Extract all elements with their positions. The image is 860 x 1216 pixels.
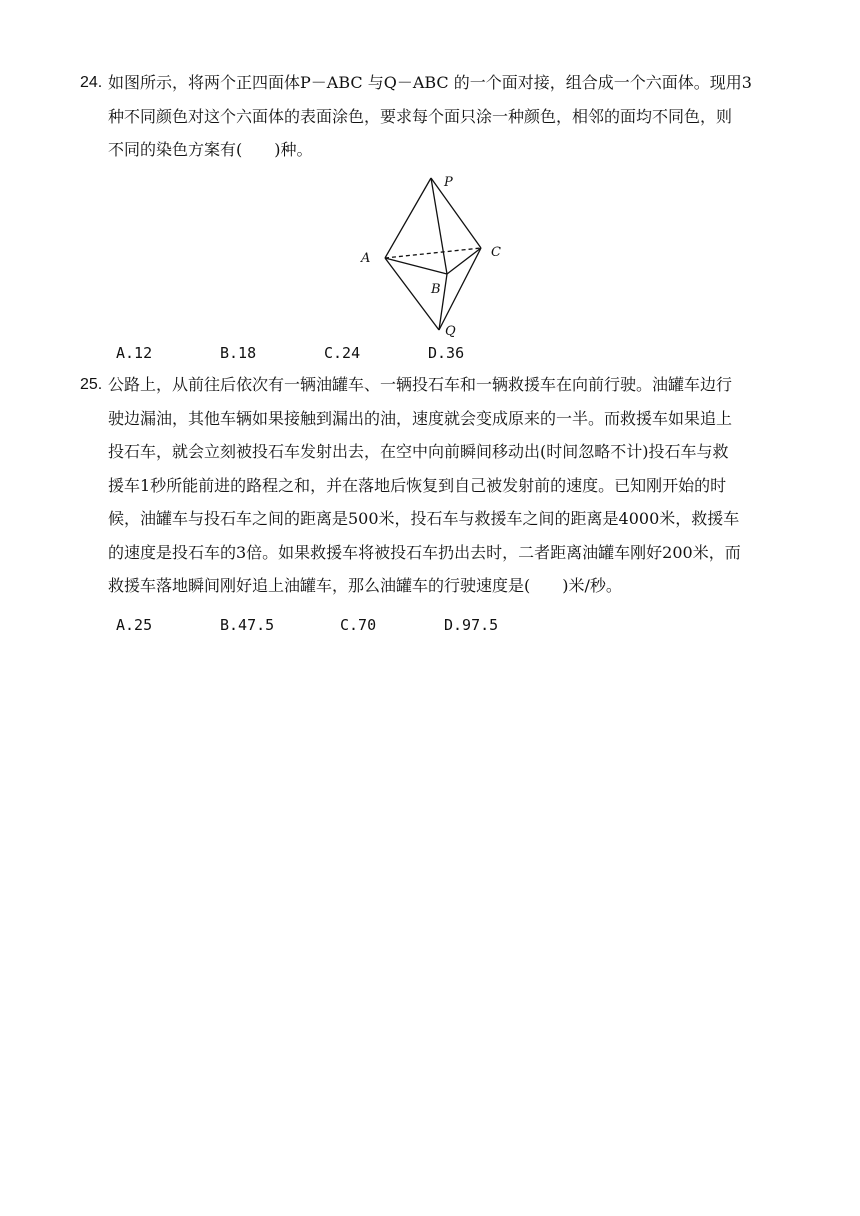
edge-PB <box>431 178 447 274</box>
label-C: C <box>491 245 501 260</box>
option-d[interactable]: D.36 <box>428 344 465 362</box>
edge-PC <box>431 178 481 248</box>
question-line: 援车1秒所能前进的路程之和，并在落地后恢复到自己被发射前的速度。已知刚开始的时 <box>108 475 727 495</box>
question-number: 25. <box>80 376 103 393</box>
question-25 <box>80 368 780 603</box>
option-c[interactable]: C.70 <box>340 616 377 634</box>
edge-BC <box>447 248 481 274</box>
edge-AC-hidden <box>385 248 481 258</box>
question-line: 公路上，从前往后依次有一辆油罐车、一辆投石车和一辆救援车在向前行驶。油罐车边行 <box>108 375 733 394</box>
question-line: 救援车落地瞬间刚好追上油罐车，那么油罐车的行驶速度是( )米/秒。 <box>108 576 622 595</box>
option-c[interactable]: C.24 <box>324 344 361 362</box>
option-d[interactable]: D.97.5 <box>444 616 499 634</box>
question-number: 24. <box>80 74 103 91</box>
question-24 <box>80 66 780 167</box>
question-text <box>108 368 780 603</box>
question-line: 种不同颜色对这个六面体的表面涂色，要求每个面只涂一种颜色，相邻的面均不同色，则 <box>108 106 733 126</box>
question-text <box>108 66 780 167</box>
question-line: 候，油罐车与投石车之间的距离是500米，投石车与救援车之间的距离是4000米，救援车 <box>108 509 740 528</box>
question-line: 如图所示，将两个正四面体P－ABC 与Q－ABC 的一个面对接，组合成一个六面体。现用3 <box>108 73 752 92</box>
edge-AB <box>385 258 447 274</box>
option-b[interactable]: B.18 <box>220 344 257 362</box>
option-a[interactable]: A.25 <box>116 616 153 634</box>
question-line: 不同的染色方案有( )种。 <box>108 140 313 159</box>
label-A: A <box>361 251 371 266</box>
option-b[interactable]: B.47.5 <box>220 616 275 634</box>
question-line: 驶边漏油，其他车辆如果接触到漏出的油，速度就会变成原来的一半。而救援车如果追上 <box>108 408 733 428</box>
tetrahedra-figure <box>355 170 515 340</box>
edge-PA <box>385 178 431 258</box>
question-line: 的速度是投石车的3倍。如果救援车将被投石车扔出去时，二者距离油罐车刚好200米，而 <box>108 542 741 562</box>
label-P: P <box>444 175 453 190</box>
option-a[interactable]: A.12 <box>116 344 153 362</box>
label-Q: Q <box>445 324 456 339</box>
question-line: 投石车，就会立刻被投石车发射出去，在空中向前瞬间移动出(时间忽略不计)投石车与救 <box>108 442 729 461</box>
label-B: B <box>431 282 441 297</box>
